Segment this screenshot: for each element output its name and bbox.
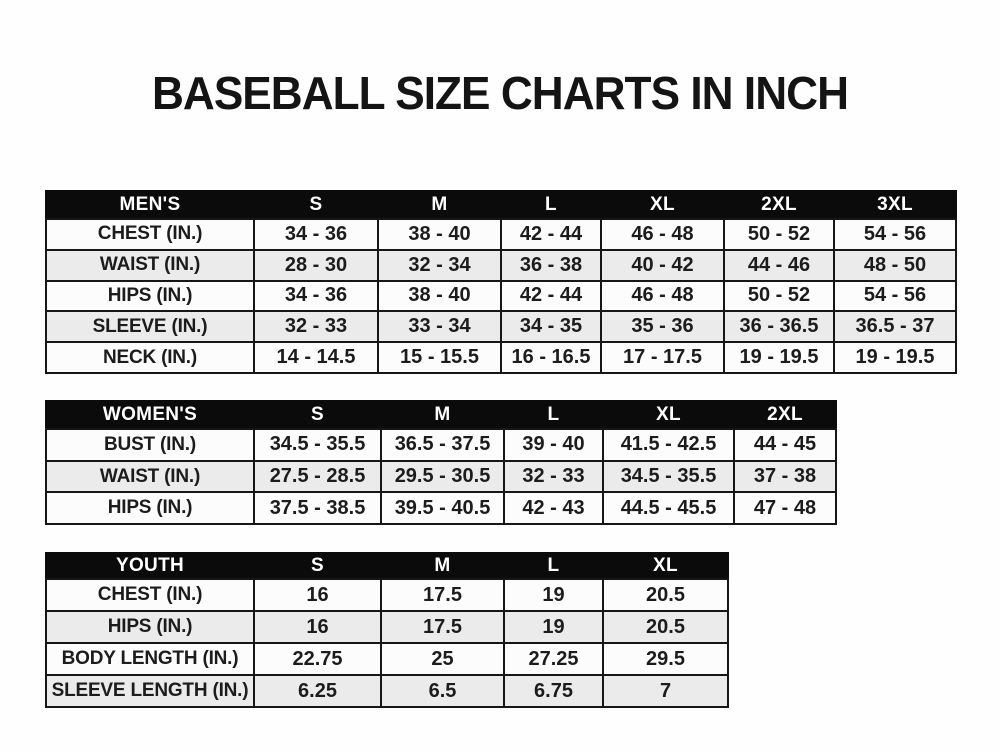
size-value: 19 [504,611,603,643]
size-value: 39 - 40 [504,429,603,461]
size-value: 17 - 17.5 [601,342,724,373]
row-label: CHEST (IN.) [46,579,254,611]
table-row [46,342,956,373]
table-row [46,461,836,493]
column-header-xl: XL [603,553,728,579]
column-header-2xl: 2XL [724,191,834,219]
size-value: 14 - 14.5 [254,342,378,373]
column-header-s: S [254,401,381,429]
table-row [46,250,956,281]
table-row [46,311,956,342]
youth-table-name: YOUTH [46,553,254,579]
size-value: 27.5 - 28.5 [254,461,381,493]
row-label: SLEEVE (IN.) [46,311,254,342]
size-value: 34 - 36 [254,281,378,312]
row-label: WAIST (IN.) [46,461,254,493]
size-value: 50 - 52 [724,219,834,250]
size-value: 29.5 - 30.5 [381,461,504,493]
table-row [46,675,728,707]
size-value: 44 - 46 [724,250,834,281]
column-header-l: L [501,191,601,219]
column-header-m: M [381,553,504,579]
size-value: 7 [603,675,728,707]
size-value: 54 - 56 [834,281,956,312]
table-row [46,611,728,643]
size-value: 37 - 38 [734,461,836,493]
row-label: BUST (IN.) [46,429,254,461]
row-label: CHEST (IN.) [46,219,254,250]
size-value: 36.5 - 37 [834,311,956,342]
column-header-l: L [504,553,603,579]
size-value: 20.5 [603,611,728,643]
size-value: 47 - 48 [734,492,836,524]
size-value: 39.5 - 40.5 [381,492,504,524]
size-value: 44.5 - 45.5 [603,492,734,524]
size-value: 17.5 [381,611,504,643]
size-value: 19 - 19.5 [724,342,834,373]
size-value: 17.5 [381,579,504,611]
size-value: 20.5 [603,579,728,611]
mens-table-name: MEN'S [46,191,254,219]
size-value: 41.5 - 42.5 [603,429,734,461]
table-row [46,281,956,312]
size-value: 28 - 30 [254,250,378,281]
size-value: 42 - 44 [501,219,601,250]
column-header-s: S [254,553,381,579]
column-header-2xl: 2XL [734,401,836,429]
table-row [46,579,728,611]
size-value: 36 - 38 [501,250,601,281]
table-row [46,429,836,461]
womens-header-row [46,401,836,429]
size-value: 16 [254,579,381,611]
mens-size-table [45,190,957,374]
column-header-xl: XL [601,191,724,219]
size-value: 34.5 - 35.5 [603,461,734,493]
row-label: NECK (IN.) [46,342,254,373]
size-value: 16 [254,611,381,643]
size-value: 6.25 [254,675,381,707]
size-value: 40 - 42 [601,250,724,281]
table-row [46,643,728,675]
size-value: 32 - 33 [254,311,378,342]
size-value: 34.5 - 35.5 [254,429,381,461]
womens-table-name: WOMEN'S [46,401,254,429]
size-value: 46 - 48 [601,219,724,250]
row-label: SLEEVE LENGTH (IN.) [46,675,254,707]
chart-title: BASEBALL SIZE CHARTS IN INCH [151,67,849,119]
row-label: WAIST (IN.) [46,250,254,281]
size-value: 38 - 40 [378,281,501,312]
youth-size-table [45,552,729,708]
size-value: 36.5 - 37.5 [381,429,504,461]
mens-header-row [46,191,956,219]
womens-size-table [45,400,837,525]
column-header-3xl: 3XL [834,191,956,219]
size-value: 34 - 35 [501,311,601,342]
row-label: HIPS (IN.) [46,492,254,524]
size-value: 35 - 36 [601,311,724,342]
youth-header-row [46,553,728,579]
size-value: 37.5 - 38.5 [254,492,381,524]
size-value: 29.5 [603,643,728,675]
size-value: 25 [381,643,504,675]
size-value: 15 - 15.5 [378,342,501,373]
size-value: 19 [504,579,603,611]
table-row [46,492,836,524]
size-value: 36 - 36.5 [724,311,834,342]
column-header-s: S [254,191,378,219]
size-value: 33 - 34 [378,311,501,342]
size-value: 50 - 52 [724,281,834,312]
size-value: 32 - 33 [504,461,603,493]
size-value: 48 - 50 [834,250,956,281]
column-header-l: L [504,401,603,429]
row-label: HIPS (IN.) [46,281,254,312]
column-header-m: M [378,191,501,219]
size-value: 22.75 [254,643,381,675]
size-value: 46 - 48 [601,281,724,312]
column-header-m: M [381,401,504,429]
size-value: 34 - 36 [254,219,378,250]
size-value: 38 - 40 [378,219,501,250]
size-value: 27.25 [504,643,603,675]
size-value: 6.5 [381,675,504,707]
size-value: 42 - 44 [501,281,601,312]
size-value: 44 - 45 [734,429,836,461]
size-value: 19 - 19.5 [834,342,956,373]
row-label: BODY LENGTH (IN.) [46,643,254,675]
column-header-xl: XL [603,401,734,429]
size-value: 32 - 34 [378,250,501,281]
size-value: 6.75 [504,675,603,707]
size-value: 16 - 16.5 [501,342,601,373]
table-row [46,219,956,250]
size-value: 54 - 56 [834,219,956,250]
size-value: 42 - 43 [504,492,603,524]
row-label: HIPS (IN.) [46,611,254,643]
